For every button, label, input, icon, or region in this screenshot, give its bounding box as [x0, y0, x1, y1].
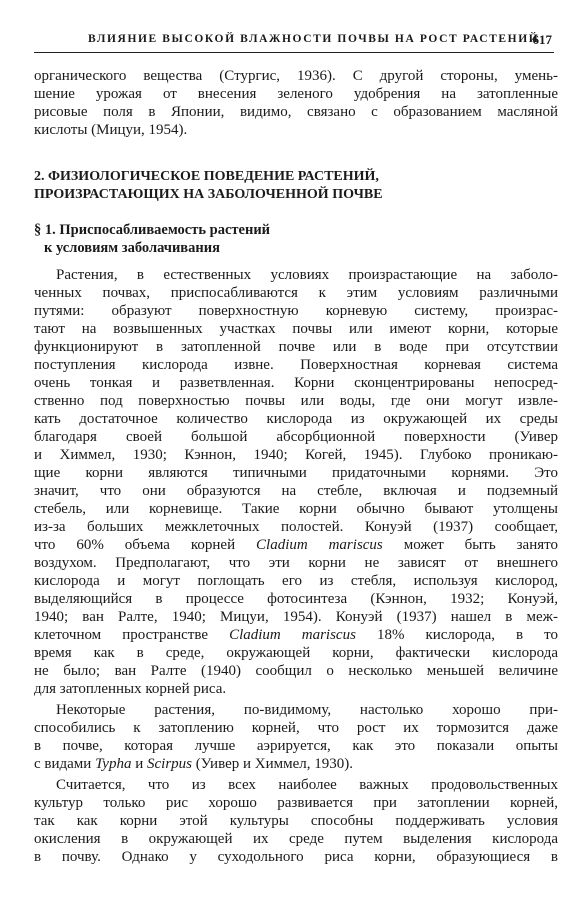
genus-name: Typha: [95, 756, 132, 772]
running-header: [34, 32, 554, 53]
text-line: не было; ван Ралте (1940) сообщил о несколько меньшей величине: [34, 663, 558, 679]
text-line: и Химмел, 1930; Кэннон, 1940; Когей, 1945). Глубоко проникаю-: [34, 447, 558, 463]
text-line: так как корни этой культуры способны поддерживать условия: [34, 813, 558, 829]
text-run: и: [131, 756, 147, 772]
text-line: способились к затоплению корней, что рост их тормозится даже: [34, 720, 558, 736]
text-line: в почве, которая лучше аэрируется, как это показали опыты: [34, 738, 558, 754]
text-run: клеточном пространстве: [34, 627, 230, 643]
text-line: шение урожая от внесения зеленого удобрения на затопленные: [34, 86, 558, 102]
text-line: Некоторые растения, по-видимому, настолько хорошо при-: [56, 702, 558, 718]
genus-name: Scirpus: [147, 756, 192, 772]
text-line: кислорода и могут поглощать его из стебля, используя кислород,: [34, 573, 558, 589]
text-line: стебель, или корневище. Такие корни обычно бывают утолщены: [34, 501, 558, 517]
subsection-title: к условиям заболачивания: [44, 240, 220, 256]
text-line: ченных почвах, приспосабливаются к этим условиям различными: [34, 285, 558, 301]
page-number: 617: [532, 32, 552, 47]
subsection-title: § 1. Приспосабливаемость растений: [34, 222, 271, 238]
section-title: 2. ФИЗИОЛОГИЧЕСКОЕ ПОВЕДЕНИЕ РАСТЕНИЙ,: [34, 169, 379, 184]
text-line: органического вещества (Стургис, 1936). С другой стороны, умень-: [34, 68, 558, 84]
text-line: для затопленных корней риса.: [34, 681, 227, 697]
text-line: [34, 755, 558, 773]
text-line: функционируют в затопленной почве или в воде при отсутствии: [34, 339, 558, 355]
text-line: щие корни являются типичными придаточными корнями. Это: [34, 465, 558, 481]
text-line: Растения, в естественных условиях произрастающие на заболо-: [56, 267, 558, 283]
text-run: может быть занято: [382, 537, 558, 553]
text-line: время как в среде, окружающей корни, фактически кислорода: [34, 645, 558, 661]
text-line: благодаря своей большой абсорбционной поверхности (Уивер: [34, 429, 558, 445]
text-line: тают на возвышенных участках почвы или имеют корни, которые: [34, 321, 558, 337]
text-run: (Уивер и Химмел, 1930).: [192, 756, 353, 772]
text-line: воздухом. Предполагают, что эти корни не зависят от внешнего: [34, 555, 558, 571]
text-line: кать достаточное количество кислорода из окружающей их среды: [34, 411, 558, 427]
text-line: очень тонкая и разветвленная. Корни сконцентрированы непосред-: [34, 375, 558, 391]
species-name: Cladium mariscus: [229, 627, 356, 643]
text-line: рисовые поля в Японии, видимо, связано с образованием масляной: [34, 104, 558, 120]
text-run: что 60% объема корней: [34, 537, 257, 553]
running-title: ВЛИЯНИЕ ВЫСОКОЙ ВЛАЖНОСТИ ПОЧВЫ НА РОСТ РАСТЕНИЙ: [88, 33, 540, 45]
text-line: в почву. Однако у суходольного риса корни, образующиеся в: [34, 849, 558, 865]
text-line: кислоты (Мицуи, 1954).: [34, 122, 188, 138]
section-title: ПРОИЗРАСТАЮЩИХ НА ЗАБОЛОЧЕННОЙ ПОЧВЕ: [34, 187, 383, 202]
text-line: выделяющийся в процессе фотосинтеза (Кэннон, 1932; Конуэй,: [34, 591, 558, 607]
text-line: значит, что они образуются на стебле, включая и подземный: [34, 483, 558, 499]
species-name: Cladium mariscus: [256, 537, 383, 553]
text-line: из-за больших межклеточных полостей. Конуэй (1937) сообщает,: [34, 519, 558, 535]
text-line: [34, 536, 558, 554]
text-line: окисления в окружающей их среде путем выделения кислорода: [34, 831, 558, 847]
text-line: путями: образуют поверхностную корневую систему, произрас-: [34, 303, 558, 319]
text-line: культур только рис хорошо развивается при затоплении корней,: [34, 795, 558, 811]
text-run: 18% кислорода, в то: [355, 627, 558, 643]
text-run: с видами: [34, 756, 96, 772]
text-line: ственно под поверхностью почвы или воды, где они могут извле-: [34, 393, 558, 409]
text-line: [34, 626, 558, 644]
text-line: поступления кислорода извне. Поверхностная корневая система: [34, 357, 558, 373]
text-line: 1940; ван Ралте, 1940; Мицуи, 1954). Конуэй (1937) нашел в меж-: [34, 609, 558, 625]
text-line: Считается, что из всех наиболее важных продовольственных: [56, 777, 558, 793]
